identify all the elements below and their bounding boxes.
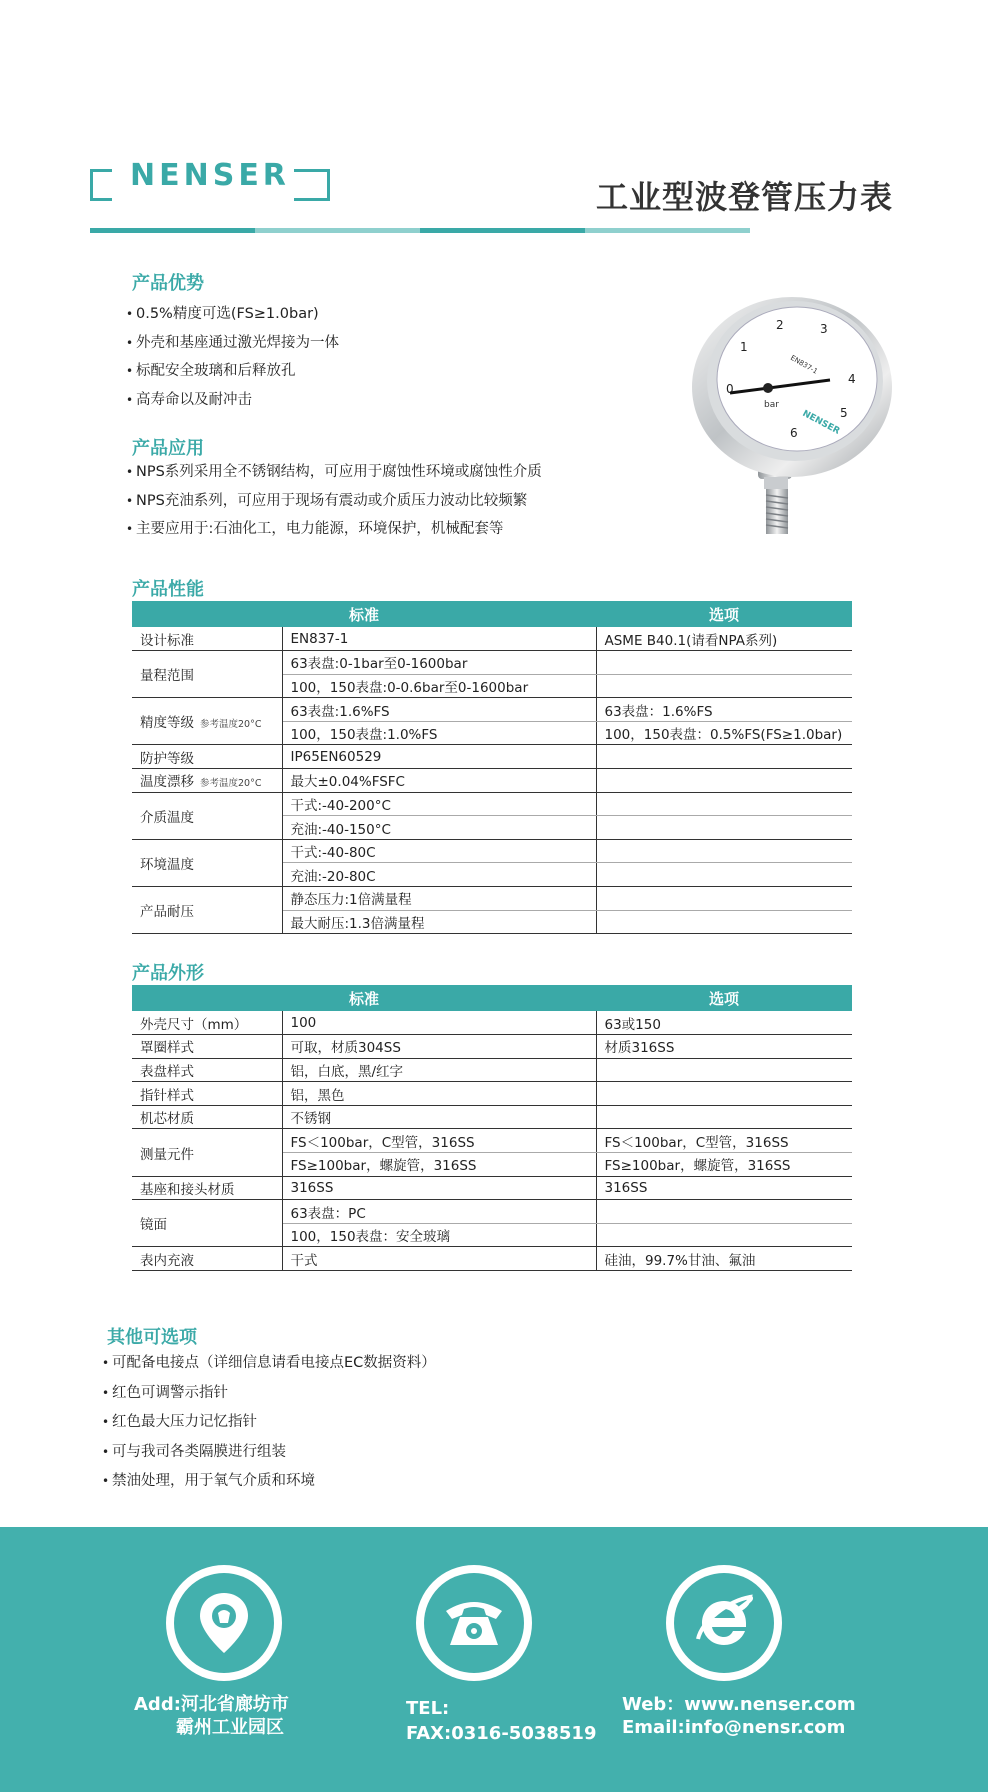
page-title: 工业型波登管压力表 (595, 178, 893, 216)
row-label-cell (132, 1058, 282, 1082)
location-icon (166, 1565, 282, 1681)
standard-cell: FS＜100bar，C型管，316SS (282, 1129, 596, 1153)
table-row (132, 627, 852, 651)
option-cell (596, 910, 852, 934)
dial-label-3: 3 (820, 322, 828, 336)
row-label: 环境温度 (140, 856, 194, 873)
standard-cell: 铝，白底，黑/红字 (282, 1058, 596, 1082)
dial-label-0: 0 (726, 382, 734, 396)
applications-heading: 产品应用 (132, 438, 204, 459)
table-header-row (132, 985, 852, 1011)
option-cell (596, 792, 852, 816)
option-cell (596, 651, 852, 675)
option-cell: 100，150表盘：0.5%FS(FS≥1.0bar) (596, 721, 852, 745)
option-cell (596, 1105, 852, 1129)
row-label: 镜面 (140, 1217, 167, 1234)
row-label: 设计标准 (140, 632, 194, 649)
advantages-heading: 产品优势 (132, 273, 204, 294)
title-divider (90, 228, 750, 233)
dial-label-2: 2 (776, 318, 784, 332)
gauge-brand: NENSER (800, 408, 842, 437)
performance-table (132, 601, 852, 934)
standard-cell: EN837-1 (282, 627, 596, 651)
row-label: 外壳尺寸（mm） (140, 1016, 248, 1033)
row-label: 介质温度 (140, 809, 194, 826)
standard-cell: 充油:-40-150°C (282, 816, 596, 840)
applications-list (126, 458, 542, 544)
option-cell (596, 816, 852, 840)
table-row (132, 1105, 852, 1129)
advantage-item: • 外壳和基座通过激光焊接为一体 (126, 329, 339, 358)
standard-cell: 63表盘:1.6%FS (282, 698, 596, 722)
option-item: • 可配备电接点（详细信息请看电接点EC数据资料） (102, 1349, 436, 1379)
option-cell: 316SS (596, 1176, 852, 1200)
row-label-cell (132, 1011, 282, 1035)
row-label: 量程范围 (140, 668, 194, 685)
table-row (132, 745, 852, 769)
standard-cell: 最大耐压:1.3倍满量程 (282, 910, 596, 934)
row-label-cell (132, 1082, 282, 1106)
advantages-list (126, 300, 339, 414)
standard-cell: 充油:-20-80C (282, 863, 596, 887)
appearance-table (132, 985, 852, 1271)
row-label-cell (132, 745, 282, 769)
standard-cell: 316SS (282, 1176, 596, 1200)
row-label: 测量元件 (140, 1146, 194, 1163)
row-label-cell (132, 1129, 282, 1176)
other-options-list (102, 1349, 436, 1497)
logo-text: NENSER (126, 158, 294, 193)
performance-heading: 产品性能 (132, 579, 204, 600)
row-label-cell (132, 1105, 282, 1129)
email-link[interactable]: Email:info@nensr.com (622, 1717, 846, 1738)
option-cell (596, 1223, 852, 1247)
advantage-item: • 高寿命以及耐冲击 (126, 386, 339, 415)
row-label: 表内充液 (140, 1252, 194, 1269)
standard-cell: 干式:-40-80C (282, 839, 596, 863)
dial-label-5: 5 (840, 406, 848, 420)
appearance-heading: 产品外形 (132, 963, 204, 984)
table-row (132, 1011, 852, 1035)
row-label-cell (132, 698, 282, 745)
option-cell: ASME B40.1(请看NPA系列) (596, 627, 852, 651)
row-label: 精度等级 (140, 715, 194, 732)
standard-cell: 63表盘:0-1bar至0-1600bar (282, 651, 596, 675)
row-label: 指针样式 (140, 1087, 194, 1104)
option-cell (596, 1058, 852, 1082)
option-item: • 红色可调警示指针 (102, 1379, 436, 1409)
standard-cell: 最大±0.04%FSFC (282, 769, 596, 793)
standard-cell: 铝，黑色 (282, 1082, 596, 1106)
option-cell: 63表盘：1.6%FS (596, 698, 852, 722)
standard-cell: 静态压力:1倍满量程 (282, 887, 596, 911)
web-icon (666, 1565, 782, 1681)
address-line-2: 霸州工业园区 (176, 1717, 284, 1738)
brand-logo (90, 158, 330, 202)
table-row (132, 651, 852, 675)
gauge-unit: bar (764, 400, 779, 410)
option-cell (596, 1082, 852, 1106)
table-row (132, 839, 852, 863)
gauge-model: EN837-1 (789, 353, 819, 376)
option-cell: 材质316SS (596, 1035, 852, 1059)
dial-label-1: 1 (740, 340, 748, 354)
option-cell (596, 1200, 852, 1224)
option-item: • 禁油处理，用于氧气介质和环境 (102, 1467, 436, 1497)
option-cell: 硅油，99.7%甘油、氟油 (596, 1247, 852, 1271)
fax-number: FAX:0316-5038519 (406, 1723, 597, 1744)
option-cell: FS＜100bar，C型管，316SS (596, 1129, 852, 1153)
row-label-cell (132, 651, 282, 698)
advantage-item: • 0.5%精度可选(FS≥1.0bar) (126, 300, 339, 329)
row-label-cell (132, 1176, 282, 1200)
application-item: • NPS充油系列，可应用于现场有震动或介质压力波动比较频繁 (126, 487, 542, 516)
tel-label: TEL: (406, 1698, 450, 1719)
row-label-cell (132, 1247, 282, 1271)
row-label: 表盘样式 (140, 1063, 194, 1080)
table-header-row (132, 601, 852, 627)
dial-label-6: 6 (790, 426, 798, 440)
col-standard-header: 标准 (132, 985, 596, 1011)
row-label-cell (132, 792, 282, 839)
row-label-note: 参考温度20°C (200, 778, 262, 790)
row-label-cell (132, 1200, 282, 1247)
standard-cell: 干式 (282, 1247, 596, 1271)
address-line-1: Add:河北省廊坊市 (134, 1694, 289, 1715)
table-row (132, 1200, 852, 1224)
col-option-header: 选项 (596, 601, 852, 627)
standard-cell: IP65EN60529 (282, 745, 596, 769)
table-row (132, 887, 852, 911)
row-label: 罩圈样式 (140, 1040, 194, 1057)
option-cell (596, 674, 852, 698)
standard-cell: 100，150表盘：安全玻璃 (282, 1223, 596, 1247)
row-label-cell (132, 887, 282, 934)
row-label-cell (132, 769, 282, 793)
dial-label-4: 4 (848, 372, 856, 386)
standard-cell: 100，150表盘:0-0.6bar至0-1600bar (282, 674, 596, 698)
table-row (132, 698, 852, 722)
other-options-heading: 其他可选项 (107, 1327, 197, 1348)
option-cell (596, 887, 852, 911)
pressure-gauge-image (680, 295, 895, 550)
website-link[interactable]: Web：www.nenser.com (622, 1694, 856, 1715)
row-label-cell (132, 1035, 282, 1059)
table-row (132, 1176, 852, 1200)
option-cell: FS≥100bar，螺旋管，316SS (596, 1153, 852, 1177)
row-label-cell (132, 627, 282, 651)
table-row (132, 1035, 852, 1059)
telephone-icon (416, 1565, 532, 1681)
table-row (132, 1247, 852, 1271)
option-cell (596, 769, 852, 793)
standard-cell: 干式:-40-200°C (282, 792, 596, 816)
option-item: • 红色最大压力记忆指针 (102, 1408, 436, 1438)
col-option-header: 选项 (596, 985, 852, 1011)
table-row (132, 769, 852, 793)
contact-footer (0, 1527, 988, 1792)
row-label: 机芯材质 (140, 1111, 194, 1128)
option-cell (596, 745, 852, 769)
table-row (132, 792, 852, 816)
row-label-cell (132, 839, 282, 886)
row-label: 产品耐压 (140, 904, 194, 921)
row-label: 基座和接头材质 (140, 1181, 235, 1198)
row-label-note: 参考温度20°C (200, 719, 262, 731)
standard-cell: FS≥100bar，螺旋管，316SS (282, 1153, 596, 1177)
standard-cell: 100 (282, 1011, 596, 1035)
standard-cell: 100，150表盘:1.0%FS (282, 721, 596, 745)
table-row (132, 1082, 852, 1106)
option-cell (596, 839, 852, 863)
table-row (132, 1058, 852, 1082)
option-cell: 63或150 (596, 1011, 852, 1035)
standard-cell: 不锈钢 (282, 1105, 596, 1129)
col-standard-header: 标准 (132, 601, 596, 627)
advantage-item: • 标配安全玻璃和后释放孔 (126, 357, 339, 386)
row-label: 温度漂移 (140, 774, 194, 791)
option-item: • 可与我司各类隔膜进行组装 (102, 1438, 436, 1468)
standard-cell: 63表盘：PC (282, 1200, 596, 1224)
table-row (132, 1129, 852, 1153)
application-item: • 主要应用于:石油化工，电力能源，环境保护，机械配套等 (126, 515, 542, 544)
row-label: 防护等级 (140, 750, 194, 767)
option-cell (596, 863, 852, 887)
application-item: • NPS系列采用全不锈钢结构，可应用于腐蚀性环境或腐蚀性介质 (126, 458, 542, 487)
standard-cell: 可取，材质304SS (282, 1035, 596, 1059)
